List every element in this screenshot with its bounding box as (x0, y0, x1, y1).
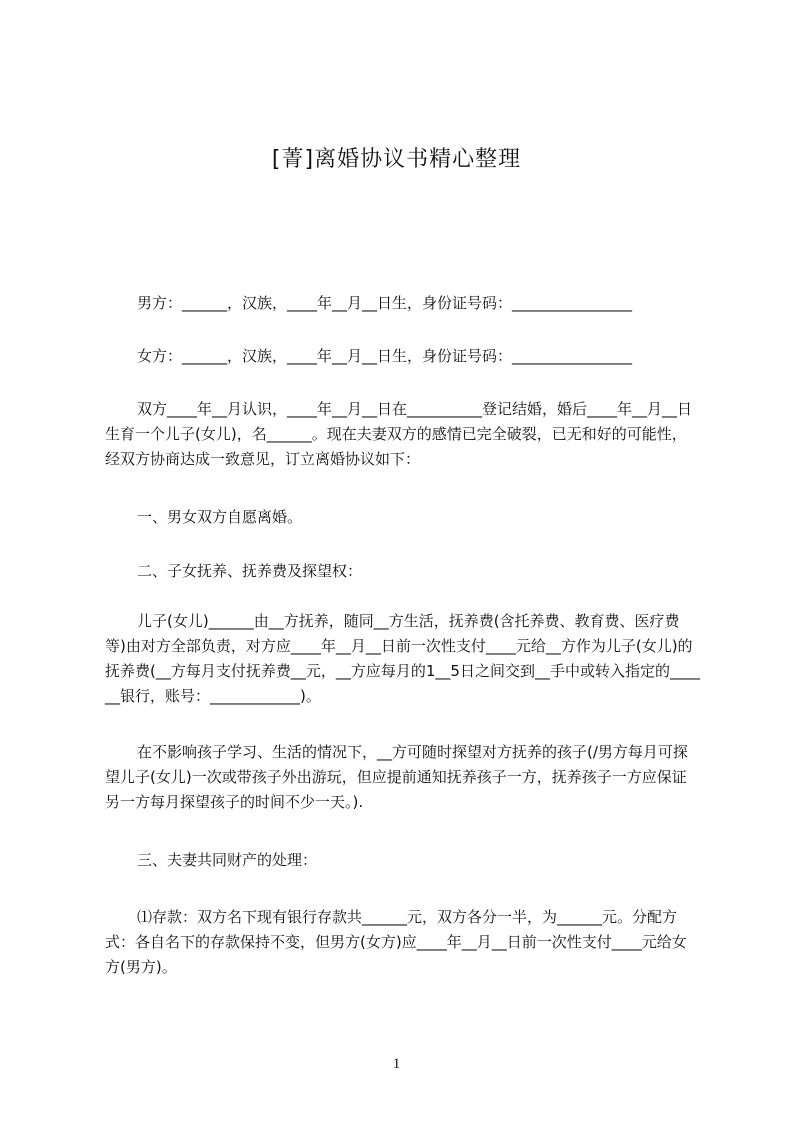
page-number: 1 (392, 1056, 401, 1072)
female-party-line: 女方：______，汉族，____年__月__日生，身份证号码：________________ (137, 347, 633, 365)
section-2-heading: 二、子女抚养、抚养费及探望权： (137, 562, 363, 580)
intro-paragraph: 双方____年__月认识，____年__月__日在__________登记结婚，婚后____年__月__日生育一个儿子(女儿)，名______。现在夫妻双方的感情已完全破裂，已无和好的可能性，经双方协商达成一致意见，订立离婚协议如下： (105, 400, 693, 468)
section-3-heading: 三、夫妻共同财产的处理： (137, 851, 318, 869)
deposits-paragraph: ⑴存款：双方名下现有银行存款共______元，双方各分一半，为______元。分配方式：各自名下的存款保持不变，但男方(女方)应____年__月__日前一次性支付____元给女方(男方)。 (105, 908, 687, 976)
document-title: [菁]离婚协议书精心整理 (271, 147, 522, 172)
visitation-paragraph: 在不影响孩子学习、生活的情况下，__方可随时探望对方抚养的孩子(/男方每月可探望儿子(女儿)一次或带孩子外出游玩，但应提前通知抚养孩子一方，抚养孩子一方应保证另一方每月探望孩子的时间不少一天。). (105, 743, 688, 811)
section-1-heading: 一、男女双方自愿离婚。 (137, 508, 303, 526)
custody-paragraph: 儿子(女儿)______由__方抚养，随同__方生活，抚养费(含托养费、教育费、医疗费等)由对方全部负责，对方应____年__月__日前一次性支付____元给__方作为儿子(女儿)的抚养费(__方每月支付抚养费__元，__方应每月的1__5日之间交到__手中或转入指定的______银行，账号：____________)。 (105, 612, 700, 705)
male-party-line: 男方：______，汉族，____年__月__日生，身份证号码：________________ (137, 294, 633, 312)
